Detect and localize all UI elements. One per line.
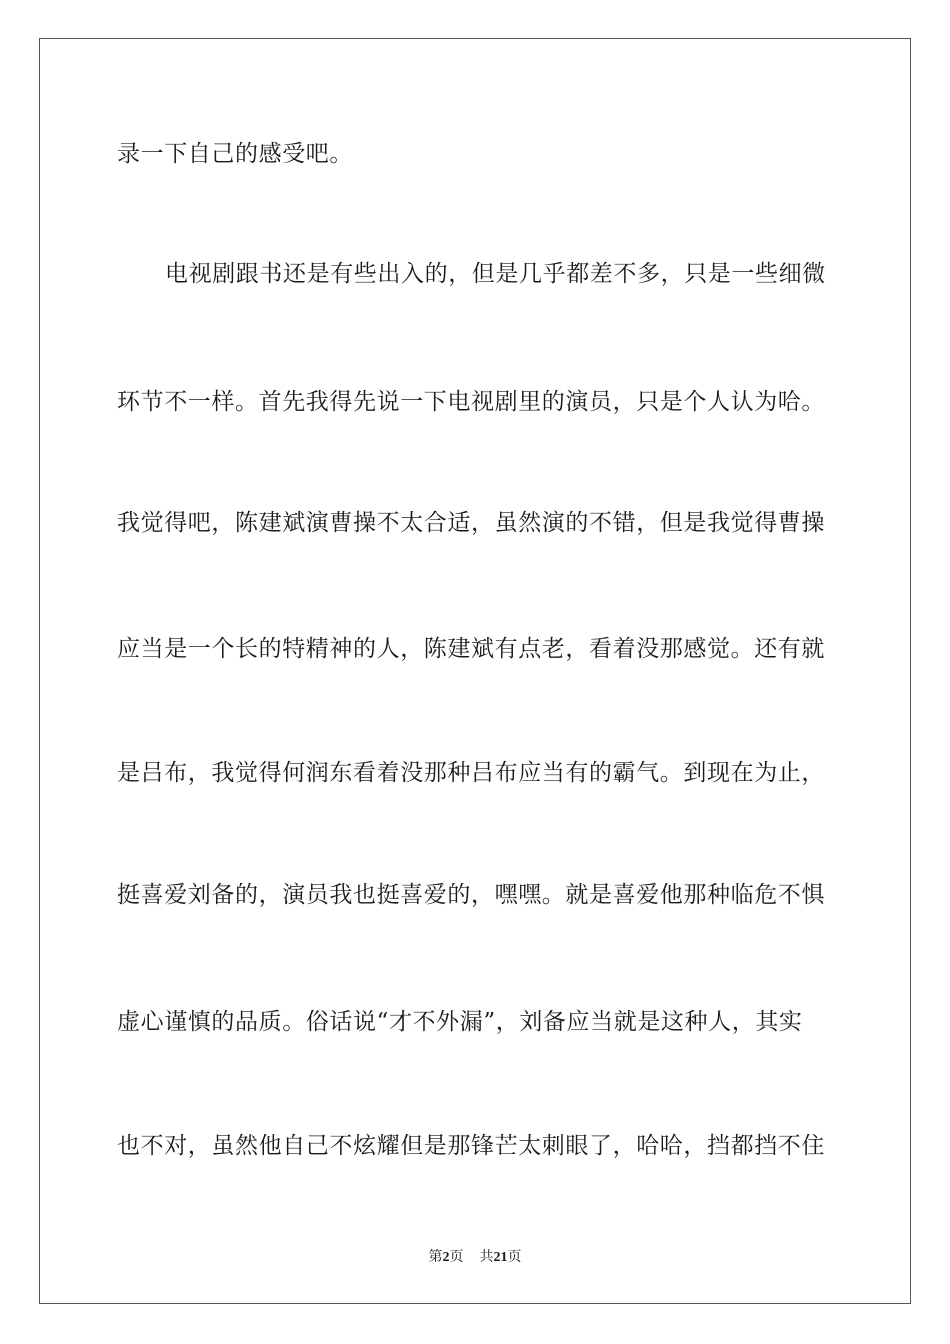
text-line: 环节不一样。首先我得先说一下电视剧里的演员，只是个人认为哈。 — [117, 389, 825, 415]
text-line: 是吕布，我觉得何润东看着没那种吕布应当有的霸气。到现在为止， — [117, 760, 825, 786]
text-line: 我觉得吧，陈建斌演曹操不太合适，虽然演的不错，但是我觉得曹操 — [117, 510, 825, 536]
total-pages-number: 21 — [493, 1250, 508, 1265]
page-unit: 页 — [449, 1249, 464, 1265]
text-line: 挺喜爱刘备的，演员我也挺喜爱的，嘿嘿。就是喜爱他那种临危不惧 — [117, 882, 825, 908]
text-line: 也不对，虽然他自己不炫耀但是那锋芒太刺眼了，哈哈，挡都挡不住 — [117, 1133, 825, 1159]
page-frame — [39, 38, 911, 1304]
paragraph-first-line: 电视剧跟书还是有些出入的，但是几乎都差不多，只是一些细微 — [165, 261, 826, 287]
current-page-number: 2 — [442, 1250, 450, 1265]
text-line: 录一下自己的感受吧。 — [117, 141, 353, 167]
total-prefix: 共 — [479, 1249, 494, 1265]
text-line: 虚心谨慎的品质。俗话说“才不外漏”，刘备应当就是这种人，其实 — [117, 1009, 803, 1035]
text-line: 应当是一个长的特精神的人，陈建斌有点老，看着没那感觉。还有就 — [117, 636, 825, 662]
page-prefix: 第 — [428, 1249, 443, 1265]
page-footer — [0, 1247, 950, 1268]
total-unit: 页 — [507, 1249, 522, 1265]
